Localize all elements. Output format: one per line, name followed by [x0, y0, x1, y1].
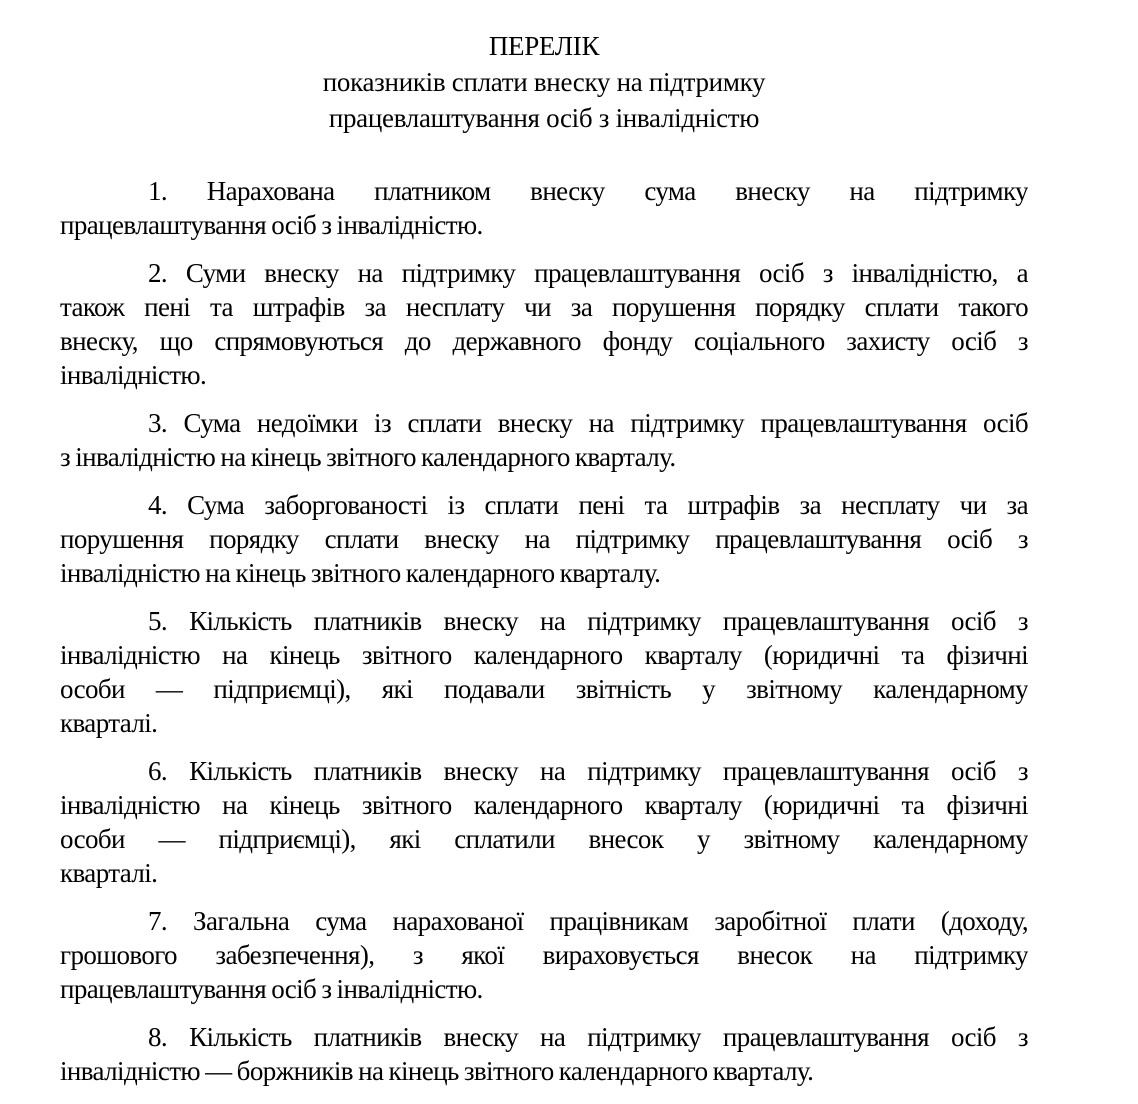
indicator-text-line — [60, 822, 1028, 856]
indicator-text-line — [60, 174, 1028, 208]
indicator-text: кварталі. — [60, 858, 158, 888]
indicator-text-line — [60, 256, 1028, 290]
document-subtitle-line: працевлаштування осіб з інвалідністю — [328, 103, 760, 133]
document-heading — [60, 28, 1028, 136]
indicator-item — [60, 488, 1028, 590]
indicator-text: особи — підприємці), які сплатили внесок у звітному календарному — [60, 824, 1028, 854]
indicator-text-line — [60, 208, 1028, 242]
indicator-text-line — [60, 440, 1028, 474]
indicator-text-line — [60, 1020, 1028, 1054]
indicator-text: інвалідністю на кінець звітного календарного кварталу. — [60, 558, 661, 588]
indicator-text-line — [60, 938, 1028, 972]
document-page — [60, 28, 1028, 1088]
indicator-number: 1. — [148, 176, 168, 206]
indicator-text-line — [60, 358, 1028, 392]
indicator-text: Сума заборгованості із сплати пені та штрафів за несплату чи за — [187, 490, 1028, 520]
indicator-number: 5. — [148, 606, 168, 636]
indicator-text-line — [60, 788, 1028, 822]
indicator-text-line — [60, 856, 1028, 890]
indicator-number: 7. — [148, 906, 168, 936]
indicator-text: внеску, що спрямовуються до державного фонду соціального захисту осіб з — [60, 326, 1028, 356]
indicator-text: працевлаштування осіб з інвалідністю. — [60, 974, 483, 1004]
document-title: ПЕРЕЛІК — [488, 31, 600, 61]
indicator-text: кварталі. — [60, 708, 158, 738]
indicator-text: грошового забезпечення), з якої вираховується внесок на підтримку — [60, 940, 1028, 970]
indicator-text: порушення порядку сплати внеску на підтримку працевлаштування осіб з — [60, 524, 1028, 554]
indicator-number: 6. — [148, 756, 168, 786]
indicator-text: Сума недоїмки із сплати внеску на підтримку працевлаштування осіб — [183, 408, 1028, 438]
indicator-text-line — [60, 706, 1028, 740]
indicator-text-line — [60, 672, 1028, 706]
indicator-item — [60, 406, 1028, 474]
indicator-text: Кількість платників внеску на підтримку працевлаштування осіб з — [189, 756, 1028, 786]
indicator-text: також пені та штрафів за несплату чи за порушення порядку сплати такого — [60, 292, 1028, 322]
indicator-number: 4. — [148, 490, 168, 520]
indicator-text-line — [60, 904, 1028, 938]
indicator-text-line — [60, 324, 1028, 358]
indicator-text: особи — підприємці), які подавали звітність у звітному календарному — [60, 674, 1028, 704]
indicator-text: інвалідністю на кінець звітного календарного кварталу (юридичні та фізичні — [60, 640, 1028, 670]
indicator-text-line — [60, 488, 1028, 522]
indicator-text-line — [60, 638, 1028, 672]
indicator-text-line — [60, 290, 1028, 324]
indicator-text-line — [60, 1054, 1028, 1088]
indicator-item — [60, 604, 1028, 740]
indicator-text: Загальна сума нарахованої працівникам заробітної плати (доходу, — [193, 906, 1028, 936]
indicator-text: Кількість платників внеску на підтримку працевлаштування осіб з — [189, 606, 1028, 636]
indicator-text: інвалідністю — боржників на кінець звітного календарного кварталу. — [60, 1056, 814, 1086]
indicator-text-line — [60, 522, 1028, 556]
indicator-number: 2. — [148, 258, 168, 288]
document-subtitle-line: показників сплати внеску на підтримку — [322, 67, 766, 97]
indicator-text: з інвалідністю на кінець звітного календарного кварталу. — [60, 442, 676, 472]
indicator-text: інвалідністю. — [60, 360, 207, 390]
indicator-list — [60, 174, 1028, 1088]
indicator-text: Нарахована платником внеску сума внеску на підтримку — [206, 176, 1028, 206]
indicator-item — [60, 754, 1028, 890]
indicator-number: 3. — [148, 408, 168, 438]
indicator-item — [60, 904, 1028, 1006]
indicator-text: Суми внеску на підтримку працевлаштування осіб з інвалідністю, а — [185, 258, 1028, 288]
indicator-item — [60, 256, 1028, 392]
indicator-text: інвалідністю на кінець звітного календарного кварталу (юридичні та фізичні — [60, 790, 1028, 820]
indicator-text-line — [60, 972, 1028, 1006]
indicator-text-line — [60, 754, 1028, 788]
indicator-text-line — [60, 604, 1028, 638]
indicator-text: Кількість платників внеску на підтримку працевлаштування осіб з — [189, 1022, 1028, 1052]
indicator-text-line — [60, 556, 1028, 590]
indicator-item — [60, 174, 1028, 242]
indicator-text: працевлаштування осіб з інвалідністю. — [60, 210, 483, 240]
indicator-number: 8. — [148, 1022, 168, 1052]
indicator-item — [60, 1020, 1028, 1088]
indicator-text-line — [60, 406, 1028, 440]
